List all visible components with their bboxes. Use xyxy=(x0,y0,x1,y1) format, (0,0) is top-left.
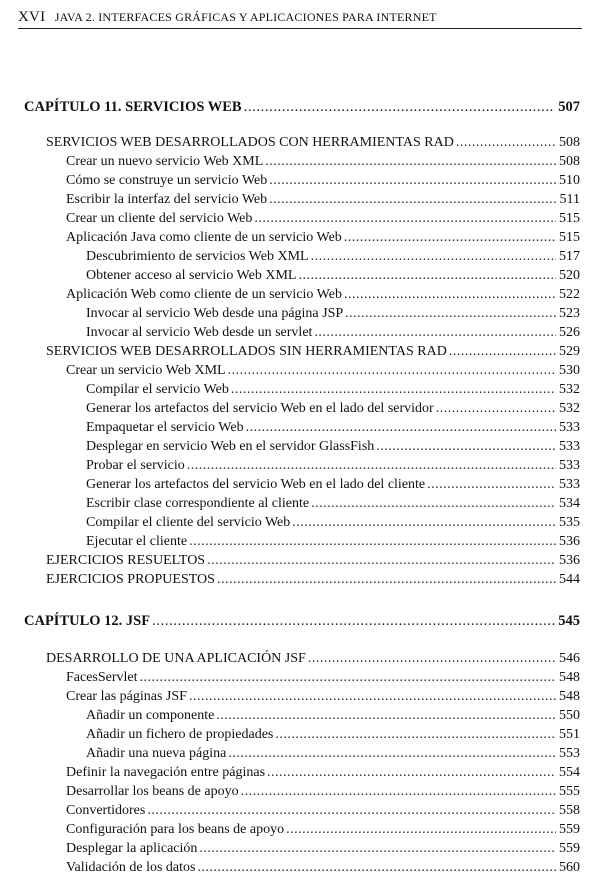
dot-leader xyxy=(344,229,556,247)
toc-entry-page: 507 xyxy=(558,99,580,115)
toc-entry-page: 511 xyxy=(559,192,580,207)
toc-entry xyxy=(86,533,580,551)
toc-entry-title: EJERCICIOS RESUELTOS xyxy=(46,553,206,568)
dot-leader xyxy=(269,172,556,190)
dot-leader xyxy=(275,726,556,744)
toc-chapter-entry xyxy=(24,98,580,116)
toc-entry-title: Definir la navegación entre páginas xyxy=(66,765,266,780)
toc-entry xyxy=(46,343,580,361)
toc-entry xyxy=(46,134,580,152)
toc-entry xyxy=(86,745,580,763)
toc-chapter-entry xyxy=(24,612,580,630)
toc-entry-title: SERVICIOS WEB DESARROLLADOS CON HERRAMIENTAS RAD xyxy=(46,135,454,150)
dot-leader xyxy=(197,859,556,877)
toc-entry-title: Configuración para los beans de apoyo xyxy=(66,822,285,837)
dot-leader xyxy=(254,210,556,228)
toc-entry xyxy=(66,172,580,190)
toc-entry-page: 560 xyxy=(559,860,580,875)
dot-leader xyxy=(246,419,556,437)
dot-leader xyxy=(216,707,556,725)
toc-entry-title: Desarrollar los beans de apoyo xyxy=(66,784,239,799)
toc-entry-page: 536 xyxy=(559,534,580,549)
toc-entry-title: DESARROLLO DE UNA APLICACIÓN JSF xyxy=(46,651,306,666)
toc-entry-page: 550 xyxy=(559,708,580,723)
dot-leader xyxy=(292,514,556,532)
toc-entry xyxy=(86,495,580,513)
dot-leader xyxy=(298,267,556,285)
toc-entry-title: Validación de los datos xyxy=(66,860,196,875)
toc-entry-title: FacesServlet xyxy=(66,670,138,685)
toc-entry-page: 533 xyxy=(559,477,580,492)
toc-entry xyxy=(86,476,580,494)
toc-entry-title: Empaquetar el servicio Web xyxy=(86,420,244,435)
toc-entry-title: Invocar al servicio Web desde una página JSP xyxy=(86,306,344,321)
toc-entry-page: 559 xyxy=(559,822,580,837)
toc-entry xyxy=(86,267,580,285)
toc-entry xyxy=(66,802,580,820)
toc-entry xyxy=(66,859,580,877)
toc-entry-page: 534 xyxy=(559,496,580,511)
dot-leader xyxy=(228,745,556,763)
toc-entry xyxy=(66,764,580,782)
toc-entry xyxy=(66,688,580,706)
dot-leader xyxy=(427,476,556,494)
toc-entry xyxy=(66,362,580,380)
toc-entry-page: 533 xyxy=(559,458,580,473)
toc-entry-title: Compilar el servicio Web xyxy=(86,382,229,397)
dot-leader xyxy=(449,343,556,361)
toc-entry xyxy=(66,840,580,858)
dot-leader xyxy=(286,821,556,839)
toc-entry-page: 553 xyxy=(559,746,580,761)
toc-entry-title: Obtener acceso al servicio Web XML xyxy=(86,268,297,283)
dot-leader xyxy=(187,457,556,475)
toc-entry xyxy=(86,438,580,456)
dot-leader xyxy=(267,764,556,782)
dot-leader xyxy=(345,305,556,323)
toc-entry-page: 555 xyxy=(559,784,580,799)
toc-entry-page: 532 xyxy=(559,401,580,416)
toc-entry xyxy=(66,821,580,839)
toc-entry-title: Generar los artefactos del servicio Web en el lado del cliente xyxy=(86,477,426,492)
dot-leader xyxy=(314,324,556,342)
toc-entry-title: Compilar el cliente del servicio Web xyxy=(86,515,291,530)
toc-entry-page: 530 xyxy=(559,363,580,378)
toc-entry-page: 559 xyxy=(559,841,580,856)
toc-entry-title: Probar el servicio xyxy=(86,458,185,473)
dot-leader xyxy=(199,840,556,858)
toc-entry xyxy=(86,324,580,342)
toc-entry-page: 554 xyxy=(559,765,580,780)
dot-leader xyxy=(436,400,556,418)
dot-leader xyxy=(217,571,556,589)
dot-leader xyxy=(311,495,556,513)
toc-entry-page: 517 xyxy=(559,249,580,264)
toc-entry-page: 508 xyxy=(559,154,580,169)
toc-entry xyxy=(86,419,580,437)
toc-entry xyxy=(86,381,580,399)
toc-entry xyxy=(86,514,580,532)
toc-entry-title: Crear un cliente del servicio Web xyxy=(66,211,253,226)
toc-entry xyxy=(86,457,580,475)
dot-leader xyxy=(189,533,556,551)
toc-entry xyxy=(66,669,580,687)
dot-leader xyxy=(265,153,556,171)
toc-entry-title: Escribir clase correspondiente al cliente xyxy=(86,496,310,511)
toc-entry-title: Aplicación Web como cliente de un servicio Web xyxy=(66,287,342,302)
toc-entry-title: Añadir una nueva página xyxy=(86,746,227,761)
toc-entry-title: Convertidores xyxy=(66,803,146,818)
toc-entry-title: Generar los artefactos del servicio Web en el lado del servidor xyxy=(86,401,434,416)
dot-leader xyxy=(244,98,556,116)
toc-entry xyxy=(66,783,580,801)
running-title: JAVA 2. INTERFACES GRÁFICAS Y APLICACIONES PARA INTERNET xyxy=(54,10,437,24)
toc-entry-page: 535 xyxy=(559,515,580,530)
dot-leader xyxy=(189,688,556,706)
toc-entry xyxy=(46,571,580,589)
toc-entry xyxy=(86,726,580,744)
dot-leader xyxy=(308,650,556,668)
dot-leader xyxy=(456,134,556,152)
toc-entry xyxy=(46,552,580,570)
toc-entry-title: Invocar al servicio Web desde un servlet xyxy=(86,325,313,340)
toc-entry xyxy=(66,286,580,304)
toc-entry-page: 548 xyxy=(559,670,580,685)
toc-entry-title: Escribir la interfaz del servicio Web xyxy=(66,192,268,207)
dot-leader xyxy=(269,191,556,209)
toc-entry-page: 546 xyxy=(559,651,580,666)
toc-entry-title: Crear un servicio Web XML xyxy=(66,363,226,378)
toc-entry-title: Aplicación Java como cliente de un servicio Web xyxy=(66,230,342,245)
toc-entry xyxy=(66,210,580,228)
dot-leader xyxy=(207,552,556,570)
toc-entry-page: 548 xyxy=(559,689,580,704)
toc-entry-title: CAPÍTULO 11. SERVICIOS WEB xyxy=(24,99,242,115)
dot-leader xyxy=(152,612,555,630)
page-number: XVI xyxy=(18,9,46,25)
toc-entry-page: 545 xyxy=(558,613,580,629)
toc-entry-title: Desplegar en servicio Web en el servidor GlassFish xyxy=(86,439,375,454)
toc-entry-page: 526 xyxy=(559,325,580,340)
toc-entry xyxy=(66,229,580,247)
toc-entry-title: Crear un nuevo servicio Web XML xyxy=(66,154,264,169)
toc-entry-title: Ejecutar el cliente xyxy=(86,534,188,549)
dot-leader xyxy=(228,362,556,380)
toc-entry-title: SERVICIOS WEB DESARROLLADOS SIN HERRAMIENTAS RAD xyxy=(46,344,447,359)
toc-entry-page: 522 xyxy=(559,287,580,302)
toc-entry-title: Crear las páginas JSF xyxy=(66,689,187,704)
toc-entry-page: 532 xyxy=(559,382,580,397)
toc-entry-page: 551 xyxy=(559,727,580,742)
toc-entry xyxy=(86,400,580,418)
toc-entry-page: 558 xyxy=(559,803,580,818)
toc-entry-page: 520 xyxy=(559,268,580,283)
toc-entry-page: 544 xyxy=(559,572,580,587)
toc-entry xyxy=(86,305,580,323)
toc-entry-page: 510 xyxy=(559,173,580,188)
toc-entry-page: 533 xyxy=(559,439,580,454)
dot-leader xyxy=(147,802,556,820)
dot-leader xyxy=(344,286,556,304)
toc-entry-title: Descubrimiento de servicios Web XML xyxy=(86,249,309,264)
toc-entry-page: 523 xyxy=(559,306,580,321)
toc-entry xyxy=(66,191,580,209)
toc-entry-page: 515 xyxy=(559,211,580,226)
dot-leader xyxy=(376,438,556,456)
toc-entry-title: Cómo se construye un servicio Web xyxy=(66,173,268,188)
toc-entry-title: Añadir un componente xyxy=(86,708,215,723)
dot-leader xyxy=(241,783,556,801)
toc-entry xyxy=(46,650,580,668)
toc-entry-page: 529 xyxy=(559,344,580,359)
toc-entry-page: 515 xyxy=(559,230,580,245)
toc-entry-page: 536 xyxy=(559,553,580,568)
toc-entry xyxy=(86,248,580,266)
toc-entry xyxy=(66,153,580,171)
toc-entry-title: CAPÍTULO 12. JSF xyxy=(24,613,151,629)
toc-entry-title: EJERCICIOS PROPUESTOS xyxy=(46,572,215,587)
dot-leader xyxy=(231,381,556,399)
toc-entry-title: Desplegar la aplicación xyxy=(66,841,198,856)
toc-entry-page: 508 xyxy=(559,135,580,150)
toc-entry-title: Añadir un fichero de propiedades xyxy=(86,727,274,742)
toc-entry-page: 533 xyxy=(559,420,580,435)
dot-leader xyxy=(140,669,556,687)
toc-entry xyxy=(86,707,580,725)
dot-leader xyxy=(311,248,556,266)
